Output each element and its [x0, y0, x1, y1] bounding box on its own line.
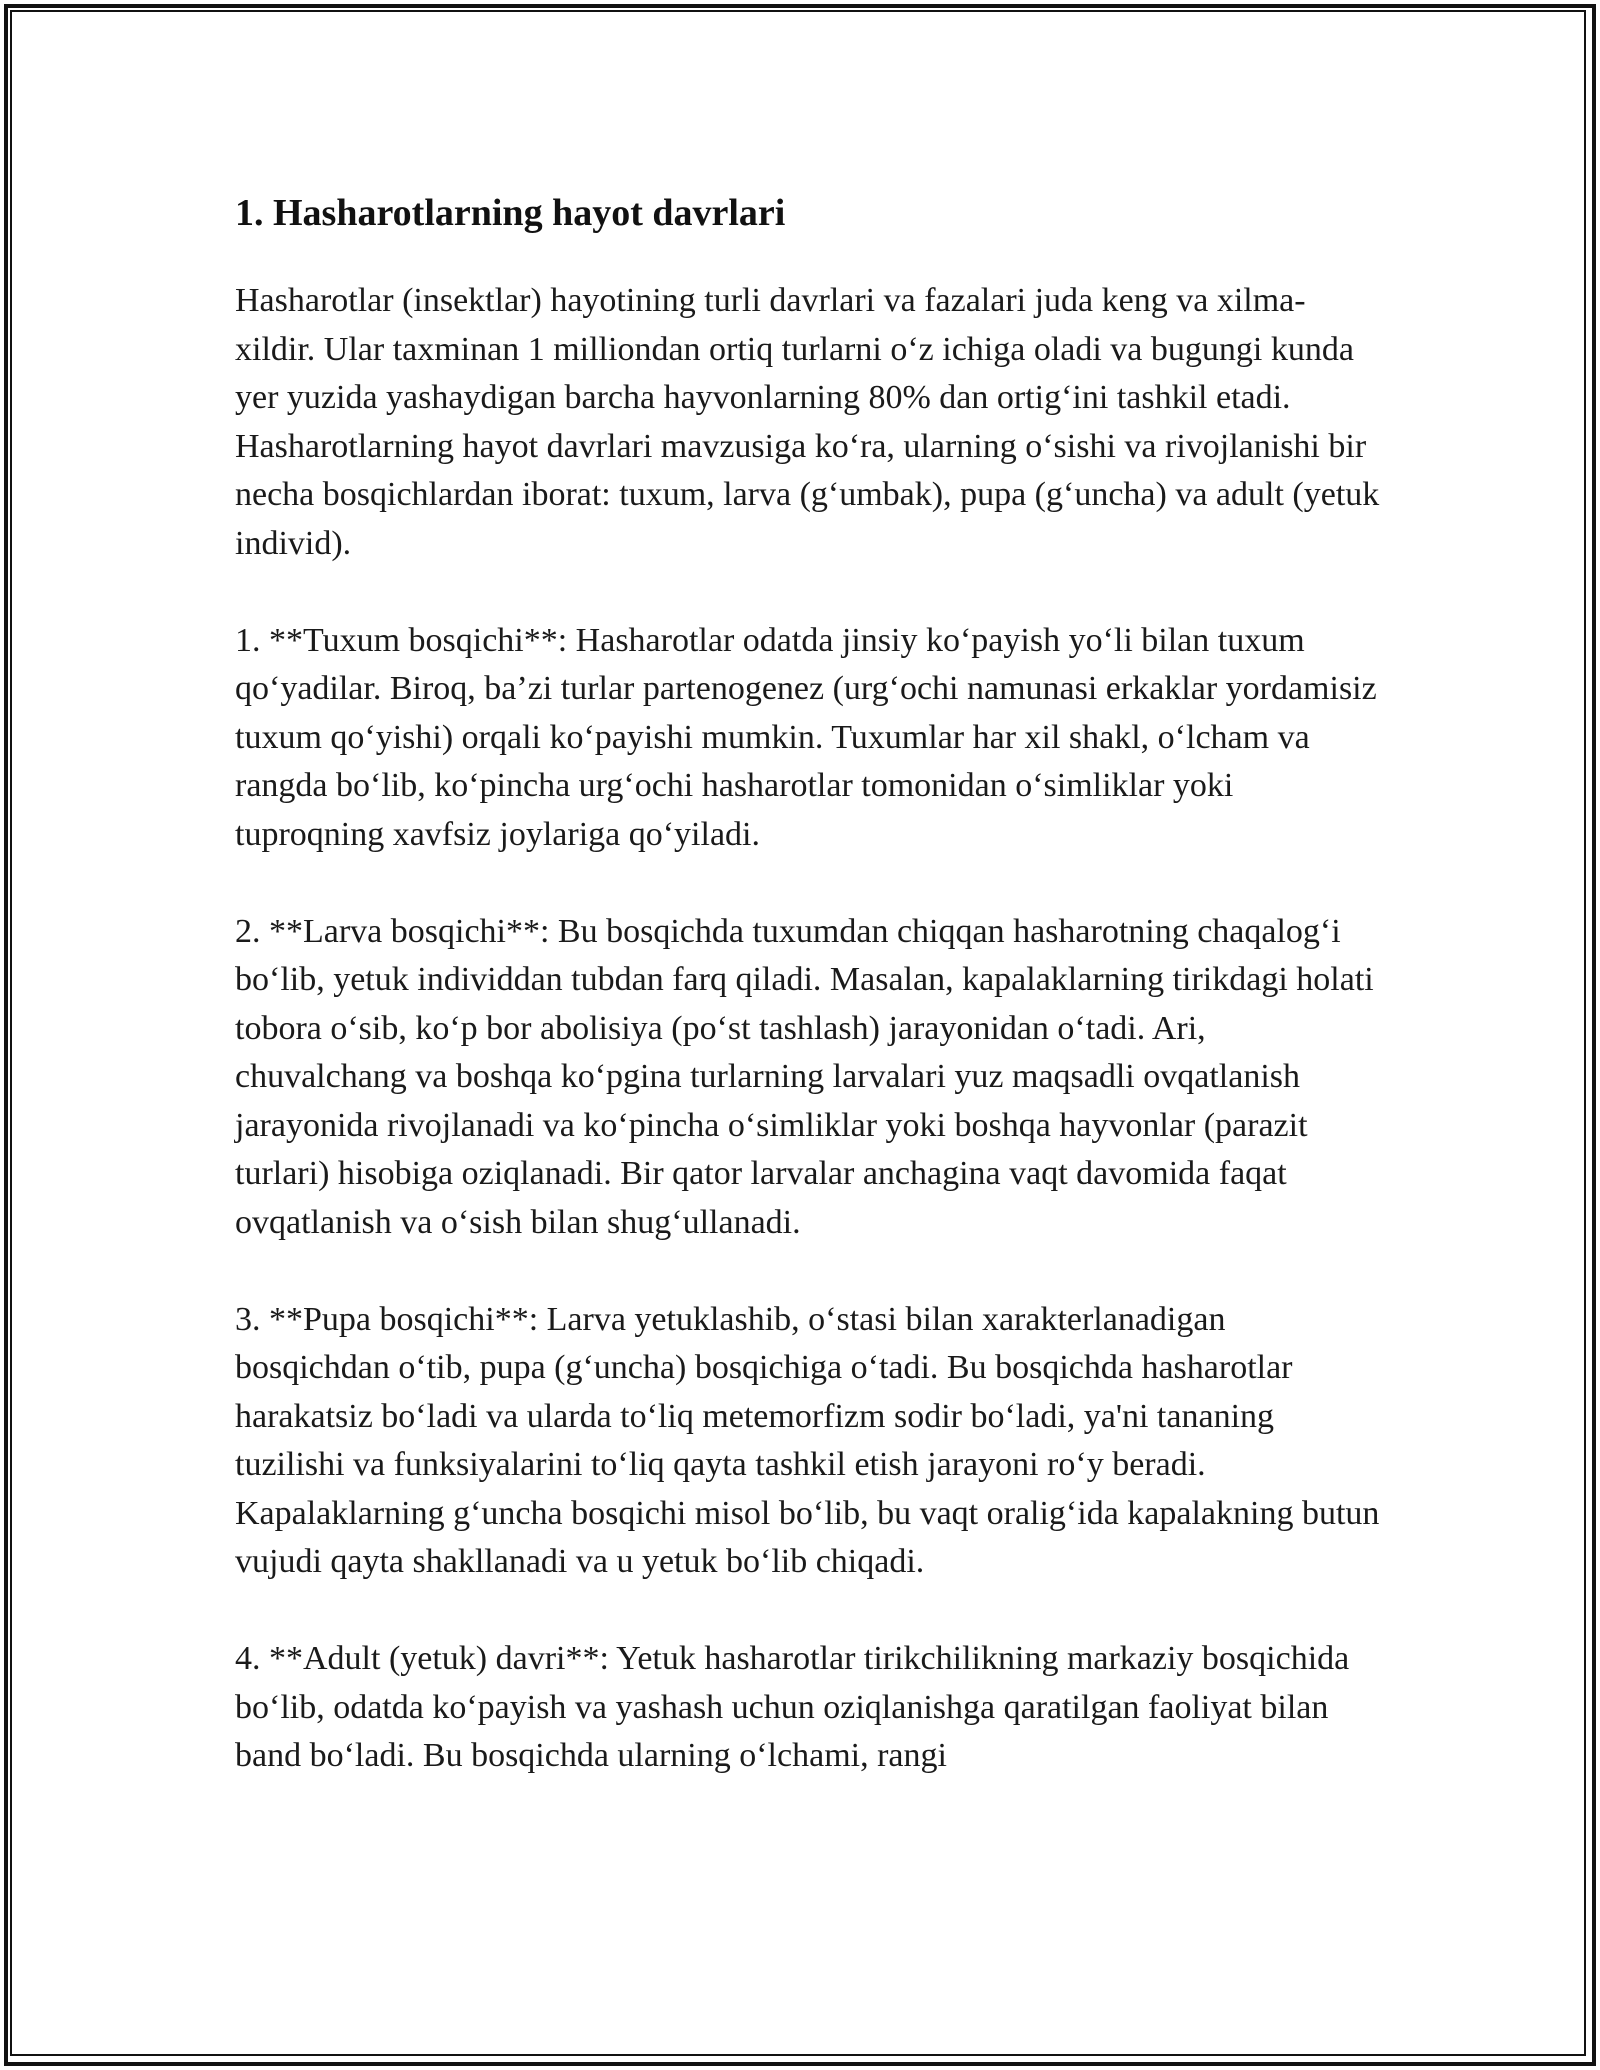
- paragraph-pupa-stage: 3. **Pupa bosqichi**: Larva yetuklashib, o‘stasi bilan xarakterlanadigan bosqichdan o‘tib, pupa (g‘uncha) bosqichiga o‘tadi. Bu bosqichda hasharotlar harakatsiz bo‘ladi va ularda to‘liq metemorfizm sodir bo‘ladi, ya'ni tananing tuzilishi va funksiyalarini to‘liq qayta tashkil etish jarayoni ro‘y beradi. Kapalaklarning g‘uncha bosqichi misol bo‘lib, bu vaqt oralig‘ida kapalakning butun vujudi qayta shakllanadi va u yetuk bo‘lib chiqadi.: [235, 1300, 1380, 1580]
- paragraph-egg-stage: 1. **Tuxum bosqichi**: Hasharotlar odatda jinsiy ko‘payish yo‘li bilan tuxum qo‘yadilar. Biroq, ba’zi turlar partenogenez (urg‘ochi namunasi erkaklar yordamisiz tuxum qo‘yishi) orqali ko‘payishi mumkin. Tuxumlar har xil shakl, o‘lcham va rangda bo‘lib, ko‘pincha urg‘ochi hasharotlar tomonidan o‘simliklar yoki tuproqning xavfsiz joylariga qo‘yiladi.: [235, 621, 1377, 853]
- document-body: [235, 180, 1385, 1829]
- section-heading: 1. Hasharotlarning hayot davrlari: [235, 192, 786, 234]
- paragraph-intro: Hasharotlar (insektlar) hayotining turli davrlari va fazalari juda keng va xilma-xildir. Ular taxminan 1 milliondan ortiq turlarni o‘z ichiga oladi va bugungi kunda yer yuzida yashaydigan barcha hayvonlarning 80% dan ortig‘ini tashkil etadi. Hasharotlarning hayot davrlari mavzusiga ko‘ra, ularning o‘sishi va rivojlanishi bir necha bosqichlardan iborat: tuxum, larva (g‘umbak), pupa (g‘uncha) va adult (yetuk individ).: [235, 282, 1380, 562]
- paragraph-adult-stage: 4. **Adult (yetuk) davri**: Yetuk hasharotlar tirikchilikning markaziy bosqichida bo‘lib, odatda ko‘payish va yashash uchun oziqlanishga qaratilgan faoliyat bilan band bo‘ladi. Bu bosqichda ularning o‘lchami, rangi: [235, 1640, 1350, 1774]
- paragraph-larva-stage: 2. **Larva bosqichi**: Bu bosqichda tuxumdan chiqqan hasharotning chaqalog‘i bo‘lib, yetuk individdan tubdan farq qiladi. Masalan, kapalaklarning tirikdagi holati tobora o‘sib, ko‘p bor abolisiya (po‘st tashlash) jarayonidan o‘tadi. Ari, chuvalchang va boshqa ko‘pgina turlarning larvalari yuz maqsadli ovqatlanish jarayonida rivojlanadi va ko‘pincha o‘simliklar yoki boshqa hayvonlar (parazit turlari) hisobiga oziqlanadi. Bir qator larvalar anchagina vaqt davomida faqat ovqatlanish va o‘sish bilan shug‘ullanadi.: [235, 912, 1374, 1241]
